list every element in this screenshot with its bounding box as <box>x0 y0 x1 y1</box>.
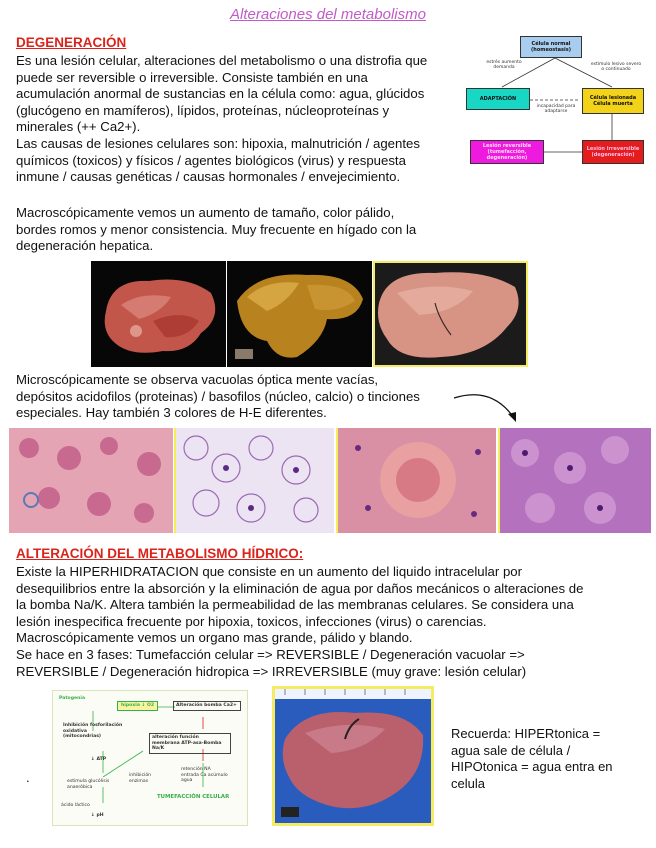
liver-photo-3 <box>373 261 528 367</box>
reversible-box: Lesión reversible (tumefacción, degeneración) <box>470 140 544 164</box>
text-line: Las causas de lesiones celulares son: hipoxia, malnutrición / agentes <box>16 136 420 151</box>
liver-photo-2 <box>227 261 372 367</box>
histology-photo-3 <box>336 428 496 533</box>
paragraph-hiperhidratacion <box>16 564 583 680</box>
fc-bomba: Alteración bomba Ca2+ <box>173 701 241 711</box>
text-line: Macroscópicamente vemos un aumento de tamaño, color pálido, <box>16 205 395 220</box>
text-line: acumulación anormal de sustancias en la célula como: agua, glúcidos <box>16 86 425 102</box>
section-heading-metabolismo-hidrico: ALTERACIÓN DEL METABOLISMO HÍDRICO: <box>16 546 304 561</box>
incapacity-label: incapacidad para adaptarse <box>536 104 576 114</box>
liver-photo-4 <box>272 686 434 826</box>
paragraph-macroscopic <box>16 205 416 255</box>
fc-tumefaccion: TUMEFACCIÓN CELULAR <box>157 794 230 800</box>
histology-photo-4 <box>498 428 651 533</box>
fc-patogenia: Patogenia <box>59 696 86 701</box>
text-line: inmune / causas genéticas / causas hormonales / envejecimiento. <box>16 169 401 185</box>
fc-glucolisis: estimula glucólisis anaeróbica <box>67 779 110 790</box>
text-line: (glucógeno en mamíferos), lípidos, proteínas, núcleoproteínas y <box>16 102 390 118</box>
text-line: Recuerda: HIPERtonica = <box>451 726 601 741</box>
pathogenesis-flowchart <box>52 690 248 826</box>
text-line: Existe la HIPERHIDRATACION que consiste en un aumento del liquido intracelular por <box>16 564 522 579</box>
fc-enzimas: inhibición enzimas <box>129 773 152 784</box>
text-line: químicos (toxicos) y físicos / agentes biológicos (virus) y respuesta <box>16 152 406 168</box>
text-line: bordes romos y menor consistencia. Muy frecuente en hígado con la <box>16 221 417 237</box>
page-title: Alteraciones del metabolismo <box>230 6 426 23</box>
text-line: la bomba Na/K. Altera también la permeabilidad de las membranas celulares. Se considera una <box>16 597 574 613</box>
fc-hipoxia: hipoxia ↓ O2 <box>117 701 158 711</box>
text-line: celula <box>451 775 485 791</box>
paragraph-definition <box>16 53 427 136</box>
text-line: degeneración hepatica. <box>16 238 154 254</box>
fc-atp: ↓ ATP <box>91 757 107 762</box>
cell-injury-diagram <box>462 32 648 172</box>
injury-stimulus-label: estímulo lesivo severo o continuado <box>590 62 642 72</box>
stress-label: estrés aumento demanda <box>486 60 522 70</box>
text-line: Macroscópicamente vemos un organo mas grande, pálido y blando. <box>16 630 413 646</box>
paragraph-microscopic <box>16 372 420 422</box>
text-line: REVERSIBLE / Degeneración hidropica => IRREVERSIBLE (muy grave: lesión celular) <box>16 663 527 679</box>
paragraph-causes <box>16 136 420 186</box>
text-line: lesión inespecifica frecuente por hipoxia, toxicos, infecciones (virus) o carencias. <box>16 613 487 629</box>
text-line: puede ser reversible o irreversible. Consiste también en una <box>16 69 368 85</box>
irreversible-box: Lesión irreversible (degeneración) <box>582 140 644 164</box>
text-line: agua sale de célula / <box>451 742 571 758</box>
liver-photo-1 <box>91 261 226 367</box>
text-line: HIPOtonica = agua entra en <box>451 759 613 774</box>
fc-membrana: alteración función membrana ATP-asa-Bomba Na/K <box>149 733 231 754</box>
section-heading-degeneracion: DEGENERACIÓN <box>16 35 127 50</box>
recuerda-note <box>451 726 613 792</box>
histology-photo-1 <box>9 428 173 533</box>
adaptation-box: ADAPTACIÓN <box>466 88 530 110</box>
text-line: Se hace en 3 fases: Tumefacción celular => REVERSIBLE / Degeneración vacuolar => <box>16 646 525 662</box>
fc-acido: ácido láctico <box>61 803 90 808</box>
text-line: desequilibrios entre la absorción y la eliminación de agua por daños mecánicos o alteraciones de <box>16 580 584 596</box>
text-line: especiales. Hay también 3 colores de H-E diferentes. <box>16 405 327 421</box>
fc-retencion: retención NA entrada Ca acúmulo agua <box>181 767 228 783</box>
fc-inhibicion: Inhibición fosforilación oxidativa (mitocondrias) <box>63 723 123 739</box>
normal-cell-box: Célula normal (homeostasis) <box>520 36 582 58</box>
fc-ph: ↓ pH <box>91 813 104 818</box>
text-line: depósitos acidofilos (proteinas) / basofilos (núcleo, calcio) o tinciones <box>16 388 420 404</box>
histology-photo-2 <box>174 428 334 533</box>
text-line: Microscópicamente se observa vacuolas óptica mente vacías, <box>16 372 379 387</box>
text-line: Es una lesión celular, alteraciones del metabolismo o una distrofia que <box>16 53 428 68</box>
bullet: . <box>26 770 30 785</box>
injured-cell-box: Célula lesionada Célula muerta <box>582 88 644 114</box>
text-line: minerales (++ Ca2+). <box>16 119 141 135</box>
